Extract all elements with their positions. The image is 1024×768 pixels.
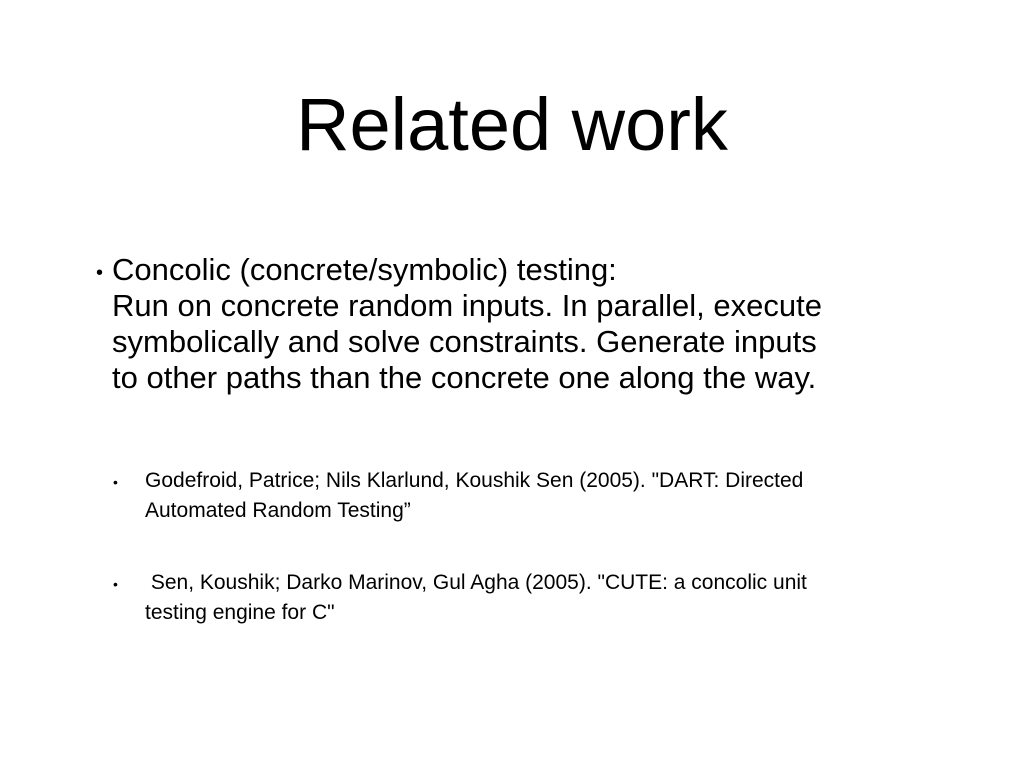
sub-bullet-line: Godefroid, Patrice; Nils Klarlund, Koushik Sen (2005). "DART: Directed	[145, 469, 804, 492]
bullet-line: Run on concrete random inputs. In parallel, execute	[112, 288, 822, 323]
bullet-dot-icon: •	[96, 262, 104, 284]
bullet-line: Concolic (concrete/symbolic) testing:	[112, 252, 617, 287]
sub-bullet-dot-icon: •	[113, 576, 118, 592]
bullet-line: symbolically and solve constraints. Generate inputs	[112, 324, 817, 359]
sub-bullet-dot-icon: •	[113, 474, 118, 490]
sub-bullet-line: testing engine for C"	[145, 601, 335, 624]
sub-bullet-text	[145, 568, 1005, 628]
bullet-line: to other paths than the concrete one along the way.	[112, 360, 817, 395]
slide-title: Related work	[296, 83, 728, 166]
sub-bullet-line: Automated Random Testing”	[145, 499, 411, 522]
sub-bullet-text	[145, 466, 1005, 526]
bullet-text	[112, 252, 992, 396]
sub-bullet-line: Sen, Koushik; Darko Marinov, Gul Agha (2005). "CUTE: a concolic unit	[145, 571, 807, 594]
